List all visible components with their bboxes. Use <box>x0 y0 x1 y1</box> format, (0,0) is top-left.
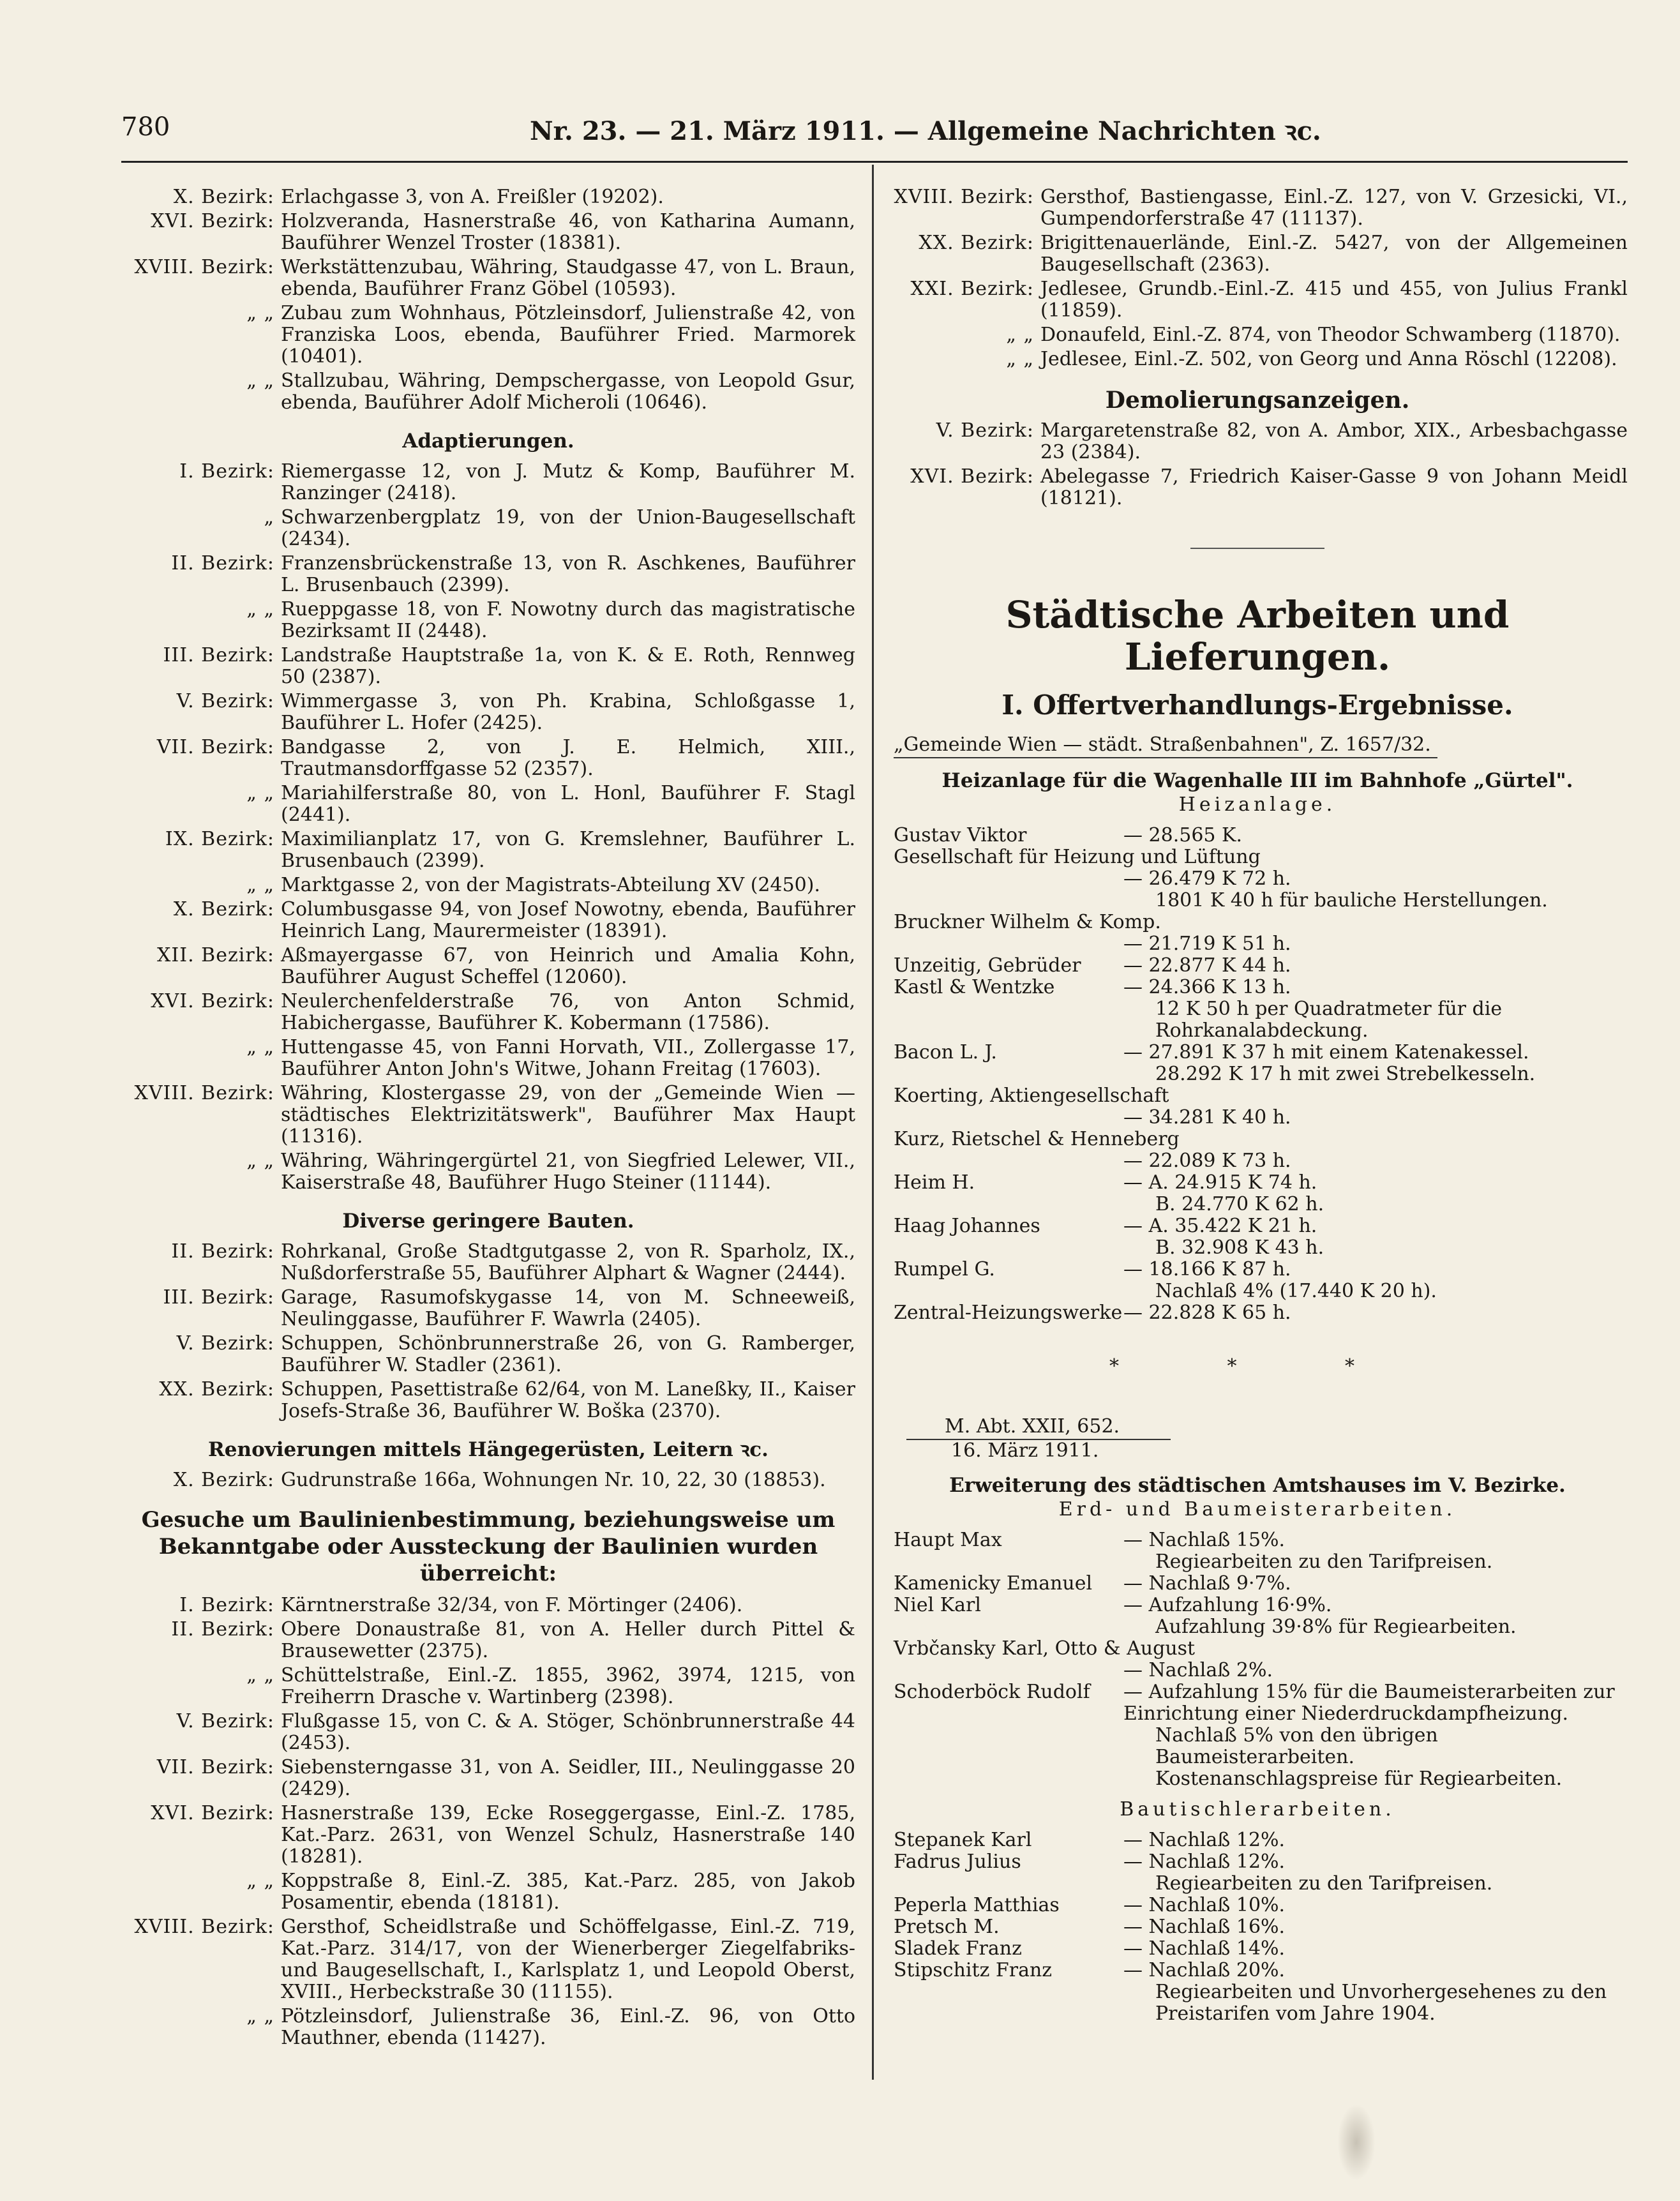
bid-row <box>887 1042 1628 1063</box>
district-label: XVIII. Bezirk: <box>134 1916 274 1938</box>
bid-value: Nachlaß 5% von den übrigen Baumeisterarbeiten. <box>1155 1724 1438 1768</box>
district-label: II. Bezirk: <box>171 1618 274 1641</box>
bid-row <box>887 1960 1628 1981</box>
district-label: X. Bezirk: <box>173 1469 274 1491</box>
entry-text: Pötzleinsdorf, Julienstraße 36, Einl.-Z. 96, von Otto Mauthner, ebenda (11427). <box>281 2005 855 2049</box>
sub-title: I. Offertverhandlungs-Ergebnisse. <box>1001 689 1513 721</box>
entry-text: Neulerchenfelderstraße 76, von Anton Schmid, Habichergasse, Bauführer K. Kobermann (17586). <box>281 990 855 1034</box>
bid-value: — A. 24.915 K 74 h. <box>1123 1171 1317 1194</box>
bid-row <box>887 1595 1628 1616</box>
list-item <box>121 991 855 1034</box>
list-item <box>121 186 855 208</box>
list-item <box>121 507 855 550</box>
bid-row <box>887 1215 1628 1237</box>
district-label: V. Bezirk: <box>176 1710 274 1732</box>
entry-text: Holzveranda, Hasnerstraße 46, von Katharina Aumann, Bauführer Wenzel Troster (18381). <box>281 210 855 254</box>
bidder-name: Fadrus Julius <box>894 1851 1021 1873</box>
district-label: „ „ <box>246 370 274 392</box>
list-item <box>121 1665 855 1708</box>
bid-value: Regiearbeiten und Unvorhergesehenes zu den Preistarifen vom Jahre 1904. <box>1155 1981 1607 2025</box>
district-label: „ „ <box>1006 348 1034 370</box>
entry-text: Marktgasse 2, von der Magistrats-Abteilung XV (2450). <box>281 874 820 896</box>
bidder-name: Unzeitig, Gebrüder <box>894 954 1081 977</box>
list-item <box>121 1711 855 1754</box>
district-label: XVIII. Bezirk: <box>134 256 274 278</box>
bidder-name: Niel Karl <box>894 1594 981 1616</box>
entry-text: Aßmayergasse 67, von Heinrich und Amalia Kohn, Bauführer August Scheffel (12060). <box>281 944 855 988</box>
entry-text: Obere Donaustraße 81, von A. Heller durch Pittel & Brausewetter (2375). <box>281 1618 855 1662</box>
district-label: XVIII. Bezirk: <box>134 1082 274 1104</box>
section-title-diverse: Diverse geringere Bauten. <box>342 1210 634 1233</box>
bautischler-subtitle: Bautischlerarbeiten. <box>1120 1798 1395 1821</box>
bidder-name: Gustav Viktor <box>894 824 1027 846</box>
district-label: „ „ <box>246 874 274 896</box>
separator-stars: * * * <box>1109 1355 1406 1378</box>
bid-row <box>887 1829 1628 1851</box>
bidder-name: Stipschitz Franz <box>894 1959 1053 1981</box>
bid-value: — 27.891 K 37 h mit einem Katenakessel. <box>1123 1041 1529 1063</box>
list-item <box>121 1595 855 1616</box>
bid-value: — 21.719 K 51 h. <box>1123 933 1291 955</box>
entry-text: Rueppgasse 18, von F. Nowotny durch das magistratische Bezirksamt II (2448). <box>281 598 855 642</box>
bidder-name: Kastl & Wentzke <box>894 976 1055 998</box>
bidder-name: Heim H. <box>894 1171 975 1194</box>
list-item <box>121 599 855 642</box>
bid-row <box>887 1981 1628 2025</box>
section-title-demolierungen: Demolierungsanzeigen. <box>1105 387 1410 414</box>
entry-text: Jedlesee, Einl.-Z. 502, von Georg und Anna Röschl (12208). <box>1040 348 1617 370</box>
bid-value: — Nachlaß 16%. <box>1123 1916 1286 1938</box>
bid-value: — Aufzahlung 16·9%. <box>1123 1594 1332 1616</box>
list-item <box>121 2006 855 2049</box>
bidder-name: Pretsch M. <box>894 1916 1000 1938</box>
list-item <box>121 1150 855 1194</box>
bid-value: 12 K 50 h per Quadratmeter für die Rohrkanalabdeckung. <box>1155 998 1503 1042</box>
bidder-name: Gesellschaft für Heizung und Lüftung <box>894 846 1261 868</box>
district-label: XVI. Bezirk: <box>151 990 274 1012</box>
list-item <box>121 645 855 688</box>
list-item <box>121 1916 855 2003</box>
list-item <box>121 945 855 988</box>
entry-text: Riemergasse 12, von J. Mutz & Komp, Bauführer M. Ranzinger (2418). <box>281 460 855 504</box>
bid-row <box>887 1681 1628 1725</box>
district-label: I. Bezirk: <box>179 1594 274 1616</box>
entry-text: Jedlesee, Grundb.-Einl.-Z. 415 und 455, von Julius Frankl (11859). <box>1040 278 1628 322</box>
district-label: XVI. Bezirk: <box>910 465 1034 488</box>
bid-value: B. 24.770 K 62 h. <box>1155 1193 1324 1215</box>
heizanlage-bids <box>887 825 1628 1324</box>
list-item <box>121 1619 855 1662</box>
list-item <box>121 783 855 826</box>
bid-value: — Nachlaß 15%. <box>1123 1529 1286 1551</box>
list-item <box>121 1037 855 1080</box>
bid-row <box>887 1237 1628 1259</box>
bidder-name: Koerting, Aktiengesellschaft <box>894 1085 1169 1107</box>
header-rule <box>121 161 1628 163</box>
bid-row <box>887 1063 1628 1085</box>
bid-value: — Nachlaß 14%. <box>1123 1937 1286 1960</box>
entry-text: Schwarzenbergplatz 19, von der Union-Baugesellschaft (2434). <box>281 506 855 550</box>
district-label: X. Bezirk: <box>173 898 274 920</box>
bidder-name: Sladek Franz <box>894 1937 1022 1960</box>
entry-text: Werkstättenzubau, Währing, Staudgasse 47, von L. Braun, ebenda, Bauführer Franz Göbel (10593). <box>281 256 855 300</box>
bidder-name: Bacon L. J. <box>894 1041 997 1063</box>
list-item <box>887 420 1628 463</box>
section-title-adaptierungen: Adaptierungen. <box>402 430 574 453</box>
list-item <box>121 211 855 254</box>
bid-value: — 24.366 K 13 h. <box>1123 976 1291 998</box>
entry-text: Währing, Klostergasse 29, von der „Gemeinde Wien — städtisches Elektrizitätswerk", Bauführer Max Haupt (11316). <box>281 1082 855 1148</box>
list-item <box>121 829 855 872</box>
list-item <box>121 1083 855 1148</box>
list-item <box>121 303 855 368</box>
entry-text: Mariahilferstraße 80, von L. Honl, Bauführer F. Stagl (2441). <box>281 782 855 826</box>
district-label: „ „ <box>246 302 274 324</box>
erdarbeiten-bids <box>887 1529 1628 1790</box>
section-divider <box>1190 548 1324 549</box>
list-item <box>121 875 855 896</box>
entry-text: Franzensbrückenstraße 13, von R. Aschkenes, Bauführer L. Brusenbauch (2399). <box>281 552 855 596</box>
entry-text: Flußgasse 15, von C. & A. Stöger, Schönbrunnerstraße 44 (2453). <box>281 1710 855 1754</box>
entry-text: Huttengasse 45, von Fanni Horvath, VII., Zollergasse 17, Bauführer Anton John's Witwe, Johann Freitag (17603). <box>281 1036 855 1080</box>
list-item <box>121 899 855 942</box>
demolierungen-list <box>887 420 1628 509</box>
bid-row <box>887 1768 1628 1790</box>
bid-row <box>887 1851 1628 1873</box>
district-label: „ „ <box>1006 324 1034 346</box>
bid-value: — 18.166 K 87 h. <box>1123 1258 1291 1281</box>
entry-text: Landstraße Hauptstraße 1a, von K. & E. Roth, Rennweg 50 (2387). <box>281 644 855 688</box>
bid-value: — 22.089 K 73 h. <box>1123 1150 1291 1172</box>
bid-row <box>887 1725 1628 1768</box>
entry-text: Kärntnerstraße 32/34, von F. Mörtinger (2406). <box>281 1594 743 1616</box>
erdarbeiten-subtitle: Erd- und Baumeisterarbeiten. <box>1058 1498 1457 1521</box>
bid-row <box>887 1085 1628 1107</box>
district-label: XII. Bezirk: <box>157 944 274 966</box>
entry-text: Zubau zum Wohnhaus, Pötzleinsdorf, Julienstraße 42, von Franziska Loos, ebenda, Bauführer Fried. Marmorek (10401). <box>281 302 855 368</box>
header-title: Nr. 23. — 21. März 1911. — Allgemeine Nachrichten ꝛc. <box>530 116 1321 146</box>
column-divider <box>872 165 874 2080</box>
district-label: „ „ <box>246 1036 274 1058</box>
entry-text: Columbusgasse 94, von Josef Nowotny, ebenda, Bauführer Heinrich Lang, Maurermeister (18391). <box>281 898 855 942</box>
bid-value: — Aufzahlung 15% für die Baumeisterarbeiten zur Einrichtung einer Niederdruckdampfheizung. <box>1123 1681 1615 1725</box>
bid-value: — 26.479 K 72 h. <box>1123 868 1291 890</box>
list-item <box>121 257 855 300</box>
bid-value: — Nachlaß 12%. <box>1123 1851 1286 1873</box>
entry-text: Erlachgasse 3, von A. Freißler (19202). <box>281 186 664 208</box>
district-label: „ „ <box>246 2005 274 2027</box>
magistrat-reference: M. Abt. XXII, 652. <box>906 1416 1171 1440</box>
page-header <box>121 112 1634 151</box>
left-top-list <box>121 186 855 414</box>
entry-text: Bandgasse 2, von J. E. Helmich, XIII., Trautmansdorffgasse 52 (2357). <box>281 736 855 780</box>
list-item <box>887 186 1628 230</box>
district-label: II. Bezirk: <box>171 552 274 575</box>
district-label: „ <box>264 506 274 529</box>
paper-stain <box>1337 2104 1376 2181</box>
bidder-name: Schoderböck Rudolf <box>894 1681 1090 1703</box>
right-top-list <box>887 186 1628 370</box>
bid-row <box>887 1895 1628 1916</box>
bidder-name: Rumpel G. <box>894 1258 995 1281</box>
list-item <box>887 232 1628 276</box>
district-label: XXI. Bezirk: <box>910 278 1034 300</box>
heizanlage-title: Heizanlage für die Wagenhalle III im Bahnhofe „Gürtel". <box>941 769 1573 792</box>
bid-row <box>887 825 1628 846</box>
district-label: I. Bezirk: <box>179 460 274 483</box>
bid-value: 28.292 K 17 h mit zwei Strebelkesseln. <box>1155 1063 1536 1085</box>
list-item <box>121 691 855 734</box>
bid-row <box>887 1938 1628 1960</box>
bid-value: B. 32.908 K 43 h. <box>1155 1236 1324 1259</box>
entry-text: Gudrunstraße 166a, Wohnungen Nr. 10, 22, 30 (18853). <box>281 1469 826 1491</box>
district-label: V. Bezirk: <box>176 1332 274 1355</box>
bid-row <box>887 1107 1628 1129</box>
bid-row <box>887 1529 1628 1551</box>
district-label: „ „ <box>246 1150 274 1172</box>
bidder-name: Kurz, Rietschel & Henneberg <box>894 1128 1180 1150</box>
reference-line: „Gemeinde Wien — städt. Straßenbahnen", Z. 1657/32. <box>894 734 1437 758</box>
bid-row <box>887 1660 1628 1681</box>
bid-row <box>887 1172 1628 1194</box>
bid-value: — Nachlaß 20%. <box>1123 1959 1286 1981</box>
heizanlage-subtitle: Heizanlage. <box>1178 793 1337 816</box>
bidder-name: Bruckner Wilhelm & Komp. <box>894 911 1161 933</box>
list-item <box>887 324 1628 346</box>
entry-text: Maximilianplatz 17, von G. Kremslehner, Bauführer L. Brusenbauch (2399). <box>281 828 855 872</box>
list-item <box>121 461 855 504</box>
bid-row <box>887 890 1628 912</box>
list-item <box>121 737 855 780</box>
bid-row <box>887 846 1628 868</box>
list-item <box>121 1870 855 1914</box>
bid-value: — Nachlaß 12%. <box>1123 1829 1286 1851</box>
entry-text: Wimmergasse 3, von Ph. Krabina, Schloßgasse 1, Bauführer L. Hofer (2425). <box>281 690 855 734</box>
bautischler-bids <box>887 1829 1628 2025</box>
section-title-gesuche: Gesuche um Baulinienbestimmung, beziehungsweise um Bekanntgabe oder Aussteckung der Baulinien wurden überreicht: <box>141 1507 836 1586</box>
bid-row <box>887 1259 1628 1281</box>
entry-text: Schuppen, Pasettistraße 62/64, von M. Laneßky, II., Kaiser Josefs-Straße 36, Bauführer W. Boška (2370). <box>281 1378 855 1422</box>
district-label: X. Bezirk: <box>173 186 274 208</box>
entry-text: Garage, Rasumofskygasse 14, von M. Schneeweiß, Neulinggasse, Bauführer F. Wawrla (2405). <box>281 1286 855 1330</box>
district-label: III. Bezirk: <box>163 1286 274 1309</box>
entry-text: Margaretenstraße 82, von A. Ambor, XIX., Arbesbachgasse 23 (2384). <box>1040 419 1628 463</box>
page-number: 780 <box>121 112 170 142</box>
list-item <box>121 1469 855 1491</box>
district-label: „ „ <box>246 1664 274 1686</box>
bidder-name: Stepanek Karl <box>894 1829 1032 1851</box>
entry-text: Donaufeld, Einl.-Z. 874, von Theodor Schwamberg (11870). <box>1040 324 1621 346</box>
bid-value: Kostenanschlagspreise für Regiearbeiten. <box>1155 1768 1563 1790</box>
district-label: XVI. Bezirk: <box>151 210 274 232</box>
bid-value: — Nachlaß 9·7%. <box>1123 1572 1291 1595</box>
district-label: VII. Bezirk: <box>156 736 274 758</box>
bid-row <box>887 1129 1628 1150</box>
magistrat-date: 16. März 1911. <box>951 1439 1099 1462</box>
bid-row <box>887 1638 1628 1660</box>
diverse-list <box>121 1241 855 1422</box>
district-label: VII. Bezirk: <box>156 1756 274 1778</box>
bid-value: Regiearbeiten zu den Tarifpreisen. <box>1155 1551 1493 1573</box>
district-label: XX. Bezirk: <box>919 232 1034 254</box>
list-item <box>121 1757 855 1800</box>
bid-value: — A. 35.422 K 21 h. <box>1123 1215 1317 1237</box>
list-item <box>887 349 1628 370</box>
bid-row <box>887 933 1628 955</box>
bidder-name: Haupt Max <box>894 1529 1002 1551</box>
bid-row <box>887 1150 1628 1172</box>
bidder-name: Peperla Matthias <box>894 1894 1060 1916</box>
list-item <box>887 278 1628 322</box>
entry-text: Koppstraße 8, Einl.-Z. 385, Kat.-Parz. 285, von Jakob Posamentir, ebenda (18181). <box>281 1870 855 1914</box>
entry-text: Schuppen, Schönbrunnerstraße 26, von G. Ramberger, Bauführer W. Stadler (2361). <box>281 1332 855 1376</box>
bid-row <box>887 977 1628 998</box>
list-item <box>121 553 855 596</box>
bid-row <box>887 1551 1628 1573</box>
bid-value: Nachlaß 4% (17.440 K 20 h). <box>1155 1280 1437 1302</box>
district-label: XVIII. Bezirk: <box>894 186 1034 208</box>
adaptierungen-list <box>121 461 855 1194</box>
bid-row <box>887 1194 1628 1215</box>
bid-row <box>887 1616 1628 1638</box>
district-label: III. Bezirk: <box>163 644 274 666</box>
list-item <box>121 1379 855 1422</box>
bid-row <box>887 1873 1628 1895</box>
amtshaus-title: Erweiterung des städtischen Amtshauses im V. Bezirke. <box>949 1474 1566 1497</box>
bidder-name: Haag Johannes <box>894 1215 1040 1237</box>
bid-value: Regiearbeiten zu den Tarifpreisen. <box>1155 1872 1493 1895</box>
entry-text: Schüttelstraße, Einl.-Z. 1855, 3962, 3974, 1215, von Freiherrn Drasche v. Wartinberg (2398). <box>281 1664 855 1708</box>
bid-value: 1801 K 40 h für bauliche Herstellungen. <box>1155 889 1548 912</box>
entry-text: Siebensterngasse 31, von A. Seidler, III., Neulinggasse 20 (2429). <box>281 1756 855 1800</box>
bidder-name: Zentral-Heizungswerke <box>894 1302 1123 1324</box>
district-label: XX. Bezirk: <box>159 1378 274 1401</box>
entry-text: Gersthof, Bastiengasse, Einl.-Z. 127, von V. Grzesicki, VI., Gumpendorferstraße 47 (11137). <box>1040 186 1628 230</box>
list-item <box>121 1803 855 1868</box>
district-label: IX. Bezirk: <box>165 828 274 850</box>
bid-value: — Nachlaß 2%. <box>1123 1659 1273 1681</box>
district-label: II. Bezirk: <box>171 1240 274 1263</box>
entry-text: Abelegasse 7, Friedrich Kaiser-Gasse 9 von Johann Meidl (18121). <box>1040 465 1628 509</box>
entry-text: Gersthof, Scheidlstraße und Schöffelgasse, Einl.-Z. 719, Kat.-Parz. 314/17, von der Wienerberger Ziegelfabriks- und Baugesellschaft, I., Karlsplatz 1, und Leopold Oberst, XVIII., Herbeckstraße 30 (11155). <box>281 1916 855 2003</box>
bid-row <box>887 998 1628 1042</box>
gesuche-list <box>121 1595 855 2049</box>
big-title: Städtische Arbeiten und Lieferungen. <box>1005 593 1510 679</box>
district-label: XVI. Bezirk: <box>151 1802 274 1824</box>
district-label: „ „ <box>246 598 274 620</box>
entry-text: Hasnerstraße 139, Ecke Roseggergasse, Einl.-Z. 1785, Kat.-Parz. 2631, von Wenzel Schulz, Hasnerstraße 140 (18281). <box>281 1802 855 1868</box>
bid-row <box>887 955 1628 977</box>
list-item <box>121 1287 855 1330</box>
district-label: „ „ <box>246 1870 274 1892</box>
bid-row <box>887 1281 1628 1302</box>
bid-value: — 28.565 K. <box>1123 824 1242 846</box>
district-label: V. Bezirk: <box>176 690 274 712</box>
district-label: „ „ <box>246 782 274 804</box>
bid-row <box>887 1573 1628 1595</box>
entry-text: Stallzubau, Währing, Dempschergasse, von Leopold Gsur, ebenda, Bauführer Adolf Micheroli (10646). <box>281 370 855 414</box>
bid-value: — Nachlaß 10%. <box>1123 1894 1286 1916</box>
left-column <box>121 186 855 2052</box>
bid-value: — 34.281 K 40 h. <box>1123 1106 1291 1129</box>
renovierungen-list <box>121 1469 855 1491</box>
right-column <box>887 186 1628 2025</box>
entry-text: Rohrkanal, Große Stadtgutgasse 2, von R. Sparholz, IX., Nußdorferstraße 55, Bauführer Alphart & Wagner (2444). <box>281 1240 855 1284</box>
bid-row <box>887 912 1628 933</box>
entry-text: Währing, Währingergürtel 21, von Siegfried Lelewer, VII., Kaiserstraße 48, Bauführer Hugo Steiner (11144). <box>281 1150 855 1194</box>
bidder-name: Vrbčansky Karl, Otto & August <box>894 1637 1196 1660</box>
bid-row <box>887 868 1628 890</box>
bid-value: — 22.877 K 44 h. <box>1123 954 1291 977</box>
bid-row <box>887 1916 1628 1938</box>
list-item <box>887 466 1628 509</box>
bidder-name: Kamenicky Emanuel <box>894 1572 1093 1595</box>
bid-value: Aufzahlung 39·8% für Regiearbeiten. <box>1155 1616 1517 1638</box>
list-item <box>121 370 855 414</box>
district-label: V. Bezirk: <box>936 419 1034 442</box>
section-title-renovierungen: Renovierungen mittels Hängegerüsten, Leitern ꝛc. <box>208 1438 769 1461</box>
entry-text: Brigittenauerlände, Einl.-Z. 5427, von der Allgemeinen Baugesellschaft (2363). <box>1040 232 1628 276</box>
list-item <box>121 1241 855 1284</box>
list-item <box>121 1333 855 1376</box>
bid-row <box>887 1302 1628 1324</box>
bid-value: — 22.828 K 65 h. <box>1123 1302 1291 1324</box>
